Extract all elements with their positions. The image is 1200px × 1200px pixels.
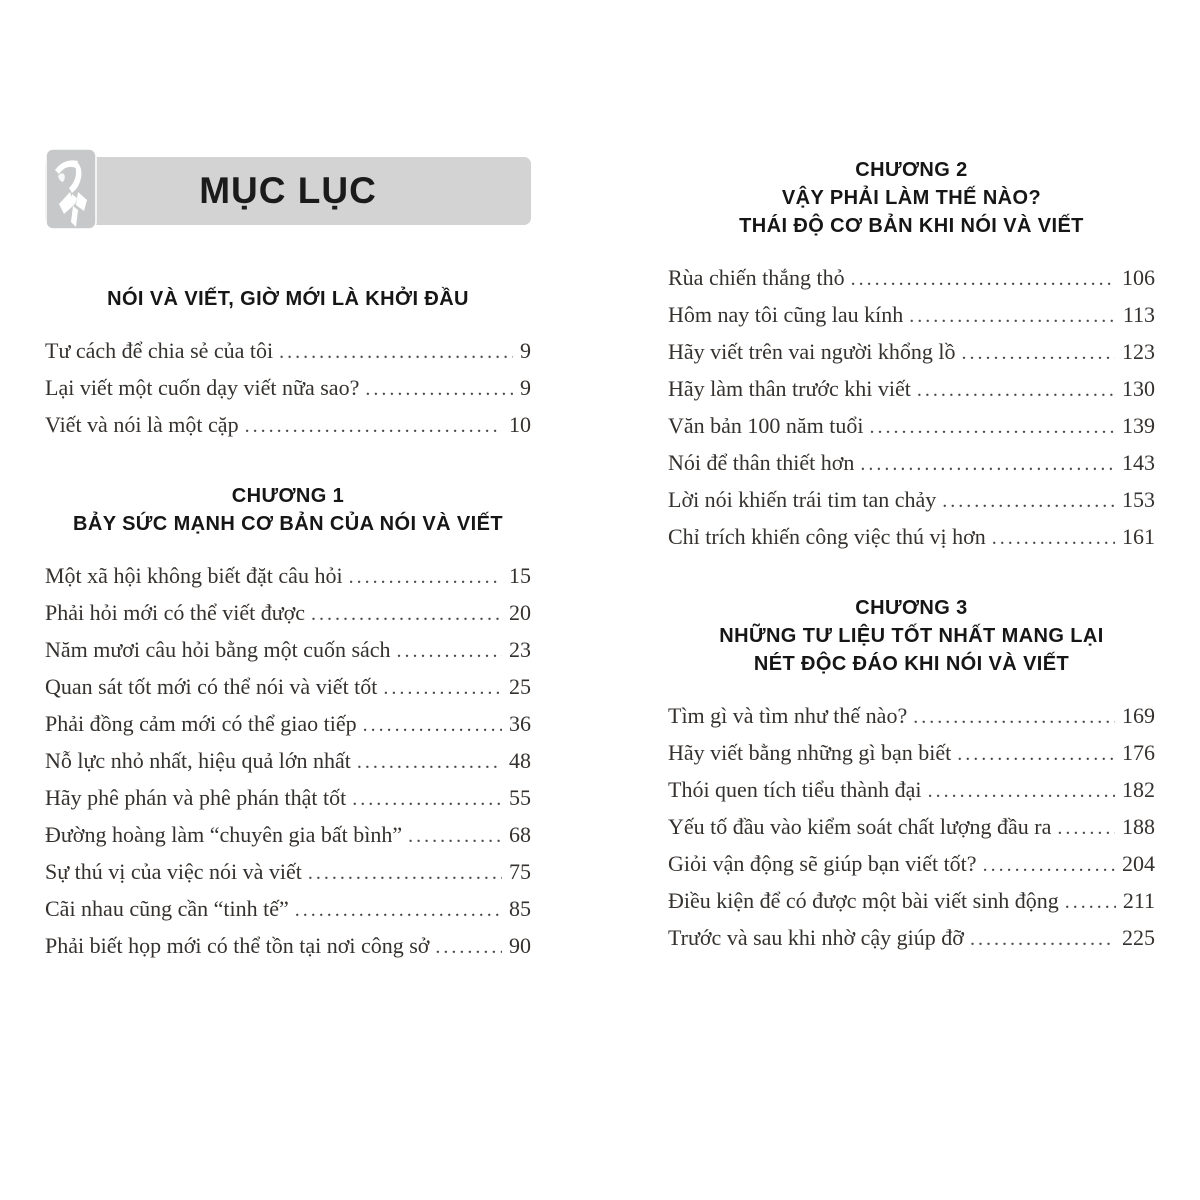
man-in-suit-icon [45, 148, 97, 230]
toc-entry-title: Tư cách để chia sẻ của tôi [45, 338, 274, 363]
toc-page-number: 10 [509, 412, 531, 437]
toc-dots-leader [363, 708, 502, 743]
toc-entry-title: Đường hoàng làm “chuyên gia bất bình” [45, 822, 403, 847]
toc-entry-row [668, 408, 1155, 445]
toc-page-number: 139 [1122, 413, 1155, 438]
toc-dots-leader [383, 671, 502, 706]
toc-dots-leader [408, 819, 502, 854]
toc-entry-title: Một xã hội không biết đặt câu hỏi [45, 563, 343, 588]
toc-entry-row [668, 482, 1155, 519]
toc-page-number: 20 [509, 600, 531, 625]
toc-dots-leader [1057, 811, 1115, 846]
toc-entry-title: Hãy viết bằng những gì bạn biết [668, 740, 952, 765]
toc-entry-title: Yếu tố đầu vào kiểm soát chất lượng đầu ra [668, 814, 1052, 839]
section-heading-line: CHƯƠNG 1 [231, 485, 345, 507]
toc-entry-row [45, 817, 531, 854]
toc-entry-title: Cãi nhau cũng cần “tinh tế” [45, 896, 289, 921]
toc-section [668, 156, 1155, 556]
toc-dots-leader [352, 782, 502, 817]
toc-page-number: 23 [509, 637, 531, 662]
toc-entry-title: Chỉ trích khiến công việc thú vị hơn [668, 524, 986, 549]
toc-section [668, 594, 1155, 957]
toc-entry-row [45, 743, 531, 780]
toc-entry-title: Văn bản 100 năm tuổi [668, 413, 864, 438]
toc-entry-title: Hãy viết trên vai người khổng lồ [668, 339, 956, 364]
toc-entry-title: Phải đồng cảm mới có thể giao tiếp [45, 711, 357, 736]
section-heading [45, 482, 531, 538]
toc-section [45, 285, 531, 444]
toc-entry-row [668, 334, 1155, 371]
toc-entry-row [45, 928, 531, 965]
toc-page-number: 182 [1122, 777, 1155, 802]
toc-page-number: 85 [509, 896, 531, 921]
toc-page-number: 169 [1122, 703, 1155, 728]
toc-page-number: 161 [1122, 524, 1155, 549]
toc-entry-row [668, 846, 1155, 883]
section-heading [668, 594, 1155, 678]
toc-entry-title: Hãy làm thân trước khi viết [668, 376, 911, 401]
toc-dots-leader [311, 597, 502, 632]
toc-page-number: 36 [509, 711, 531, 736]
toc-page-number: 68 [509, 822, 531, 847]
toc-entry-title: Hãy phê phán và phê phán thật tốt [45, 785, 347, 810]
right-sections [668, 156, 1155, 957]
section-heading-line: CHƯƠNG 2 [855, 159, 968, 181]
toc-dots-leader [870, 410, 1115, 445]
toc-page-number: 15 [509, 563, 531, 588]
toc-page-number: 90 [509, 933, 531, 958]
toc-entry-row [45, 669, 531, 706]
section-heading [45, 285, 531, 313]
toc-entry-row [45, 370, 531, 407]
toc-page-number: 123 [1122, 339, 1155, 364]
toc-page-number: 25 [509, 674, 531, 699]
toc-page-number: 9 [520, 338, 531, 363]
toc-right-column [668, 156, 1155, 995]
toc-page-number: 48 [509, 748, 531, 773]
toc-dots-leader [917, 373, 1115, 408]
toc-entry-title: Nỗ lực nhỏ nhất, hiệu quả lớn nhất [45, 748, 351, 773]
toc-entry-row [668, 519, 1155, 556]
toc-entry-title: Lời nói khiến trái tim tan chảy [668, 487, 937, 512]
toc-dots-leader [357, 745, 502, 780]
toc-page-number: 176 [1122, 740, 1155, 765]
toc-dots-leader [860, 447, 1115, 482]
title-banner [45, 157, 531, 225]
left-sections [45, 285, 531, 965]
toc-dots-leader [279, 335, 513, 370]
toc-entry-title: Điều kiện để có được một bài viết sinh động [668, 888, 1059, 913]
toc-dots-leader [851, 262, 1115, 297]
toc-dots-leader [983, 848, 1115, 883]
toc-entry-title: Thói quen tích tiểu thành đại [668, 777, 922, 802]
toc-entry-row [668, 883, 1155, 920]
toc-entry-row [45, 891, 531, 928]
toc-dots-leader [992, 521, 1115, 556]
toc-entry-row [45, 706, 531, 743]
section-heading-line: THÁI ĐỘ CƠ BẢN KHI NÓI VÀ VIẾT [739, 215, 1084, 237]
toc-dots-leader [970, 922, 1115, 957]
toc-entry-title: Trước và sau khi nhờ cậy giúp đỡ [668, 925, 964, 950]
toc-dots-leader [957, 737, 1115, 772]
toc-entry-title: Sự thú vị của việc nói và viết [45, 859, 302, 884]
section-heading-line: NÉT ĐỘC ĐÁO KHI NÓI VÀ VIẾT [753, 653, 1070, 675]
section-heading [668, 156, 1155, 240]
toc-left-column [45, 157, 531, 1003]
toc-dots-leader [909, 299, 1116, 334]
section-heading-line: NHỮNG TƯ LIỆU TỐT NHẤT MANG LẠI [719, 625, 1104, 647]
toc-dots-leader [308, 856, 502, 891]
toc-page-number: 130 [1122, 376, 1155, 401]
toc-entry-title: Hôm nay tôi cũng lau kính [668, 302, 904, 327]
toc-entry-row [668, 920, 1155, 957]
toc-entry-row [45, 595, 531, 632]
toc-page-number: 225 [1122, 925, 1155, 950]
toc-page-number: 143 [1122, 450, 1155, 475]
toc-dots-leader [962, 336, 1115, 371]
toc-entry-row [668, 772, 1155, 809]
toc-entry-row [668, 297, 1155, 334]
toc-entry-row [668, 735, 1155, 772]
toc-dots-leader [1065, 885, 1116, 920]
section-heading-line: BẢY SỨC MẠNH CƠ BẢN CỦA NÓI VÀ VIẾT [73, 513, 503, 535]
toc-dots-leader [435, 930, 502, 965]
section-heading-line: CHƯƠNG 3 [855, 597, 968, 619]
toc-entry-title: Quan sát tốt mới có thể nói và viết tốt [45, 674, 378, 699]
toc-dots-leader [942, 484, 1115, 519]
toc-dots-leader [365, 372, 513, 407]
toc-dots-leader [928, 774, 1115, 809]
toc-entry-title: Giỏi vận động sẽ giúp bạn viết tốt? [668, 851, 977, 876]
toc-entry-title: Năm mươi câu hỏi bằng một cuốn sách [45, 637, 391, 662]
toc-page-number: 153 [1122, 487, 1155, 512]
toc-entry-row [668, 445, 1155, 482]
toc-entry-row [45, 333, 531, 370]
toc-page-number: 188 [1122, 814, 1155, 839]
toc-page-number: 211 [1122, 888, 1155, 913]
toc-dots-leader [349, 560, 502, 595]
toc-page-number: 75 [509, 859, 531, 884]
toc-entry-title: Rùa chiến thắng thỏ [668, 265, 845, 290]
toc-entry-title: Viết và nói là một cặp [45, 412, 239, 437]
toc-entry-row [45, 407, 531, 444]
toc-entry-row [45, 854, 531, 891]
toc-dots-leader [295, 893, 502, 928]
toc-dots-leader [397, 634, 502, 669]
toc-entry-row [668, 809, 1155, 846]
toc-entry-row [45, 632, 531, 669]
toc-entry-title: Lại viết một cuốn dạy viết nữa sao? [45, 375, 360, 400]
toc-dots-leader [245, 409, 502, 444]
toc-entry-row [45, 558, 531, 595]
toc-entry-row [668, 698, 1155, 735]
toc-entry-row [668, 371, 1155, 408]
toc-page-number: 9 [520, 375, 531, 400]
page-title: MỤC LỤC [199, 170, 377, 211]
toc-page-number: 106 [1122, 265, 1155, 290]
toc-entry-title: Phải biết họp mới có thể tồn tại nơi công sở [45, 933, 430, 958]
toc-page-number: 204 [1122, 851, 1155, 876]
toc-section [45, 482, 531, 965]
toc-page-number: 55 [509, 785, 531, 810]
toc-dots-leader [913, 700, 1115, 735]
toc-entry-title: Tìm gì và tìm như thế nào? [668, 703, 908, 728]
section-heading-line: VẬY PHẢI LÀM THẾ NÀO? [781, 187, 1042, 209]
section-heading-line: NÓI VÀ VIẾT, GIỜ MỚI LÀ KHỞI ĐẦU [107, 288, 469, 310]
toc-entry-title: Phải hỏi mới có thể viết được [45, 600, 306, 625]
toc-entry-row [668, 260, 1155, 297]
toc-entry-row [45, 780, 531, 817]
toc-page-number: 113 [1122, 302, 1155, 327]
toc-entry-title: Nói để thân thiết hơn [668, 450, 855, 475]
